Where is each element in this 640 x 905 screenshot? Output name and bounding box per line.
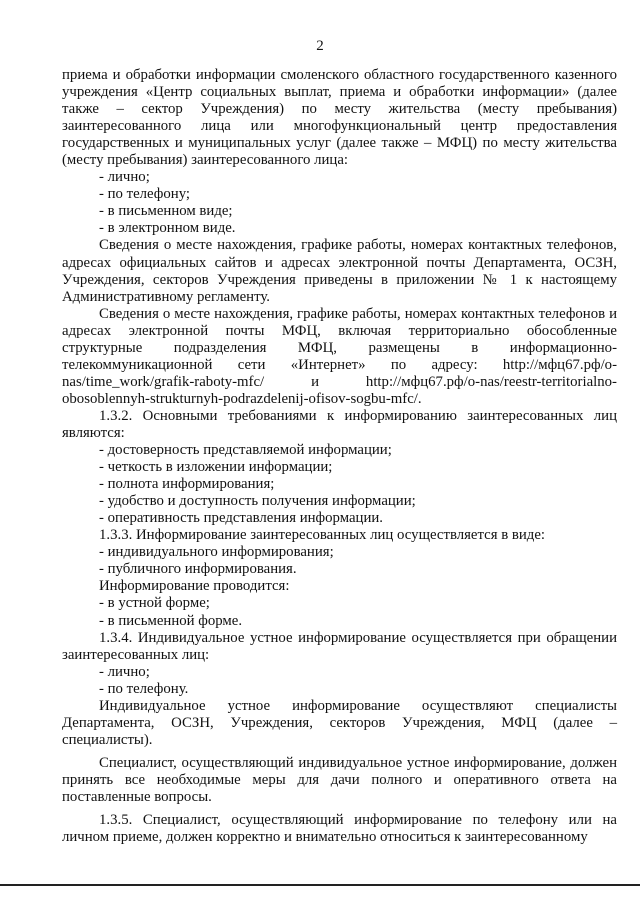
list-item: - лично; [99, 169, 150, 186]
list-item: - по телефону. [99, 680, 189, 697]
list-item: - по телефону; [99, 186, 191, 203]
paragraph: 1.3.4. Индивидуальное устное информирование осуществляется при обращении заинтересованных лиц: [62, 629, 617, 663]
paragraph: Информирование проводится: [99, 578, 290, 595]
list-item: - индивидуального информирования; [99, 544, 334, 561]
paragraph: Сведения о месте нахождения, графике работы, номерах контактных телефонов и адресах электронной почты МФЦ, включая территориально обособленные структурные подразделения МФЦ, размещены в информационно-телекоммуникационной сети «Интернет» по адресу: http://мфц67.рф/o-nas/time_work/grafik-raboty-mfc/ и http://мфц67.рф/o-nas/reestr-territorialno-obosoblennyh-strukturnyh-podrazdelenij-ofisov-sogbu-mfc/. [62, 305, 617, 407]
bottom-rule [0, 884, 640, 886]
paragraph: 1.3.5. Специалист, осуществляющий информирование по телефону или на личном приеме, должен корректно и внимательно относиться к заинтересованному [62, 812, 617, 846]
paragraph: приема и обработки информации смоленского областного государственного казенного учреждения «Центр социальных выплат, приема и обработки информации» (далее также – сектор Учреждения) по месту жительства (месту пребывания) заинтересованного лица или многофункциональный центр предоставления государственных и муниципальных услуг (далее также – МФЦ) по месту жительства (месту пребывания) заинтересованного лица: [62, 67, 617, 169]
paragraph: 1.3.3. Информирование заинтересованных лиц осуществляется в виде: [99, 527, 546, 544]
paragraph: Индивидуальное устное информирование осуществляют специалисты Департамента, ОСЗН, Учреждения, секторов Учреждения, МФЦ (далее – специалисты). [62, 697, 617, 748]
list-item: - оперативность представления информации. [99, 510, 384, 527]
list-item: - достоверность представляемой информации; [99, 442, 392, 459]
list-item: - в электронном виде. [99, 220, 236, 237]
list-item: - четкость в изложении информации; [99, 459, 333, 476]
document-body [62, 67, 617, 846]
list-item: - в устной форме; [99, 595, 210, 612]
list-item: - полнота информирования; [99, 476, 275, 493]
page-number: 2 [316, 38, 324, 54]
list-item: - в письменной форме. [99, 612, 243, 629]
paragraph: Сведения о месте нахождения, графике работы, номерах контактных телефонов, адресах официальных сайтов и адресах электронной почты Департамента, ОСЗН, Учреждения, секторов Учреждения приведены в приложении № 1 к настоящему Административному регламенту. [62, 237, 617, 305]
list-item: - публичного информирования. [99, 561, 297, 578]
list-item: - лично; [99, 663, 150, 680]
paragraph: Специалист, осуществляющий индивидуальное устное информирование, должен принять все необходимые меры для дачи полного и оперативного ответа на поставленные вопросы. [62, 754, 617, 805]
paragraph: 1.3.2. Основными требованиями к информированию заинтересованных лиц являются: [62, 407, 617, 441]
list-item: - в письменном виде; [99, 203, 233, 220]
list-item: - удобство и доступность получения информации; [99, 493, 416, 510]
